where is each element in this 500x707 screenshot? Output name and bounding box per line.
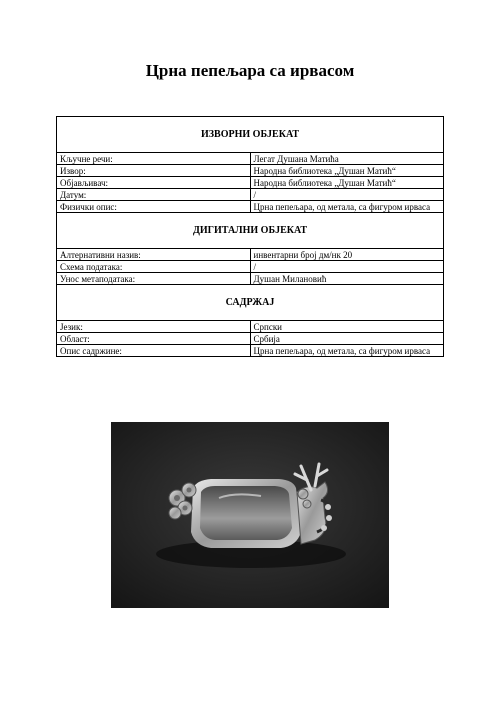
section-heading: ИЗВОРНИ ОБЈЕКАТ xyxy=(57,117,444,153)
table-row xyxy=(57,321,444,333)
row-label: Физички опис: xyxy=(57,201,251,213)
table-row xyxy=(57,333,444,345)
table-row xyxy=(57,189,444,201)
section-header-row xyxy=(57,285,444,321)
row-label: Схема података: xyxy=(57,261,251,273)
metadata-table xyxy=(56,116,444,357)
row-value: Народна библиотека „Душан Матић“ xyxy=(250,165,444,177)
row-label: Унос метаподатака: xyxy=(57,273,251,285)
row-value: Народна библиотека „Душан Матић“ xyxy=(250,177,444,189)
row-value: Душан Милановић xyxy=(250,273,444,285)
document-title: Црна пепељара са ирвасом xyxy=(145,61,355,80)
row-value: Србија xyxy=(250,333,444,345)
row-label: Алтернативни назив: xyxy=(57,249,251,261)
ashtray-photo-icon xyxy=(111,422,389,608)
section-heading: ДИГИТАЛНИ ОБЈЕКАТ xyxy=(57,213,444,249)
row-value: Црна пепељара, од метала, са фигуром ирваса xyxy=(250,345,444,357)
row-label: Опис садржине: xyxy=(57,345,251,357)
row-value: Легат Душана Матића xyxy=(250,153,444,165)
row-value: инвентарни број дм/нк 20 xyxy=(250,249,444,261)
table-row xyxy=(57,345,444,357)
table-row xyxy=(57,201,444,213)
row-label: Извор: xyxy=(57,165,251,177)
row-value: / xyxy=(250,189,444,201)
table-row xyxy=(57,153,444,165)
row-label: Област: xyxy=(57,333,251,345)
row-value: / xyxy=(250,261,444,273)
row-label: Објављивач: xyxy=(57,177,251,189)
table-row xyxy=(57,261,444,273)
table-row xyxy=(57,177,444,189)
row-label: Кључне речи: xyxy=(57,153,251,165)
section-header-row xyxy=(57,117,444,153)
section-heading: САДРЖАЈ xyxy=(57,285,444,321)
row-value: Црна пепељара, од метала, са фигуром ирваса xyxy=(250,201,444,213)
table-row xyxy=(57,249,444,261)
row-value: Српски xyxy=(250,321,444,333)
section-header-row xyxy=(57,213,444,249)
table-row xyxy=(57,165,444,177)
ashtray-photo xyxy=(111,422,389,608)
row-label: Језик: xyxy=(57,321,251,333)
row-label: Датум: xyxy=(57,189,251,201)
table-row xyxy=(57,273,444,285)
